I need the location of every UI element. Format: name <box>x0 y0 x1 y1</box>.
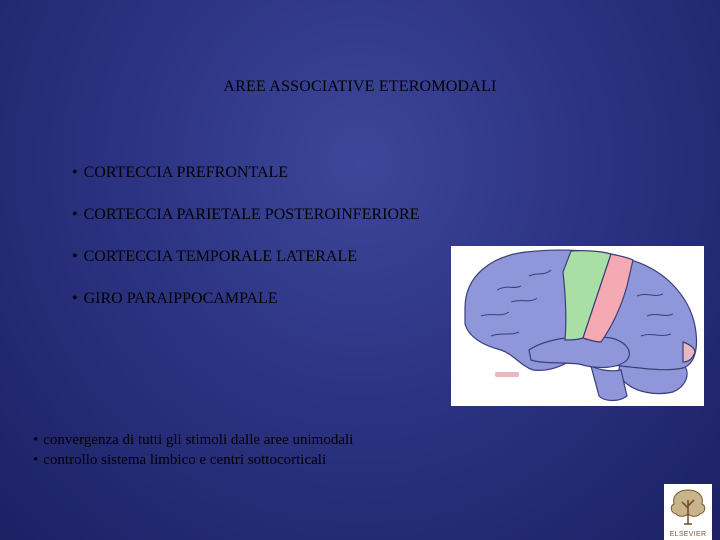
list-item-text: CORTECCIA PREFRONTALE <box>83 164 289 181</box>
bullet-icon: • <box>72 248 78 265</box>
olfactory-bar <box>495 372 519 377</box>
brain-icon <box>451 246 704 406</box>
list-item <box>72 162 419 204</box>
bullet-icon: • <box>72 206 78 223</box>
brain-diagram <box>451 246 704 406</box>
tree-icon <box>664 484 712 528</box>
list-item-text: controllo sistema limbico e centri sottocorticali <box>43 452 327 468</box>
bullet-icon: • <box>72 290 78 307</box>
bullet-icon: • <box>33 452 39 468</box>
logo-text: ELSEVIER <box>669 531 707 538</box>
notes-list <box>33 430 353 470</box>
list-item-text: CORTECCIA TEMPORALE LATERALE <box>83 248 358 265</box>
bullet-icon: • <box>72 164 78 181</box>
list-item <box>33 450 353 470</box>
brainstem-region <box>591 366 627 401</box>
list-item-text: convergenza di tutti gli stimoli dalle aree unimodali <box>43 432 354 448</box>
list-item <box>72 246 419 288</box>
list-item-text: GIRO PARAIPPOCAMPALE <box>83 290 278 307</box>
list-item <box>33 430 353 450</box>
publisher-logo <box>664 484 712 540</box>
cortex-list <box>72 162 419 330</box>
list-item-text: CORTECCIA PARIETALE POSTEROINFERIORE <box>83 206 420 223</box>
slide-title: AREE ASSOCIATIVE ETEROMODALI <box>223 78 497 95</box>
list-item <box>72 288 419 330</box>
bullet-icon: • <box>33 432 39 448</box>
list-item <box>72 204 419 246</box>
